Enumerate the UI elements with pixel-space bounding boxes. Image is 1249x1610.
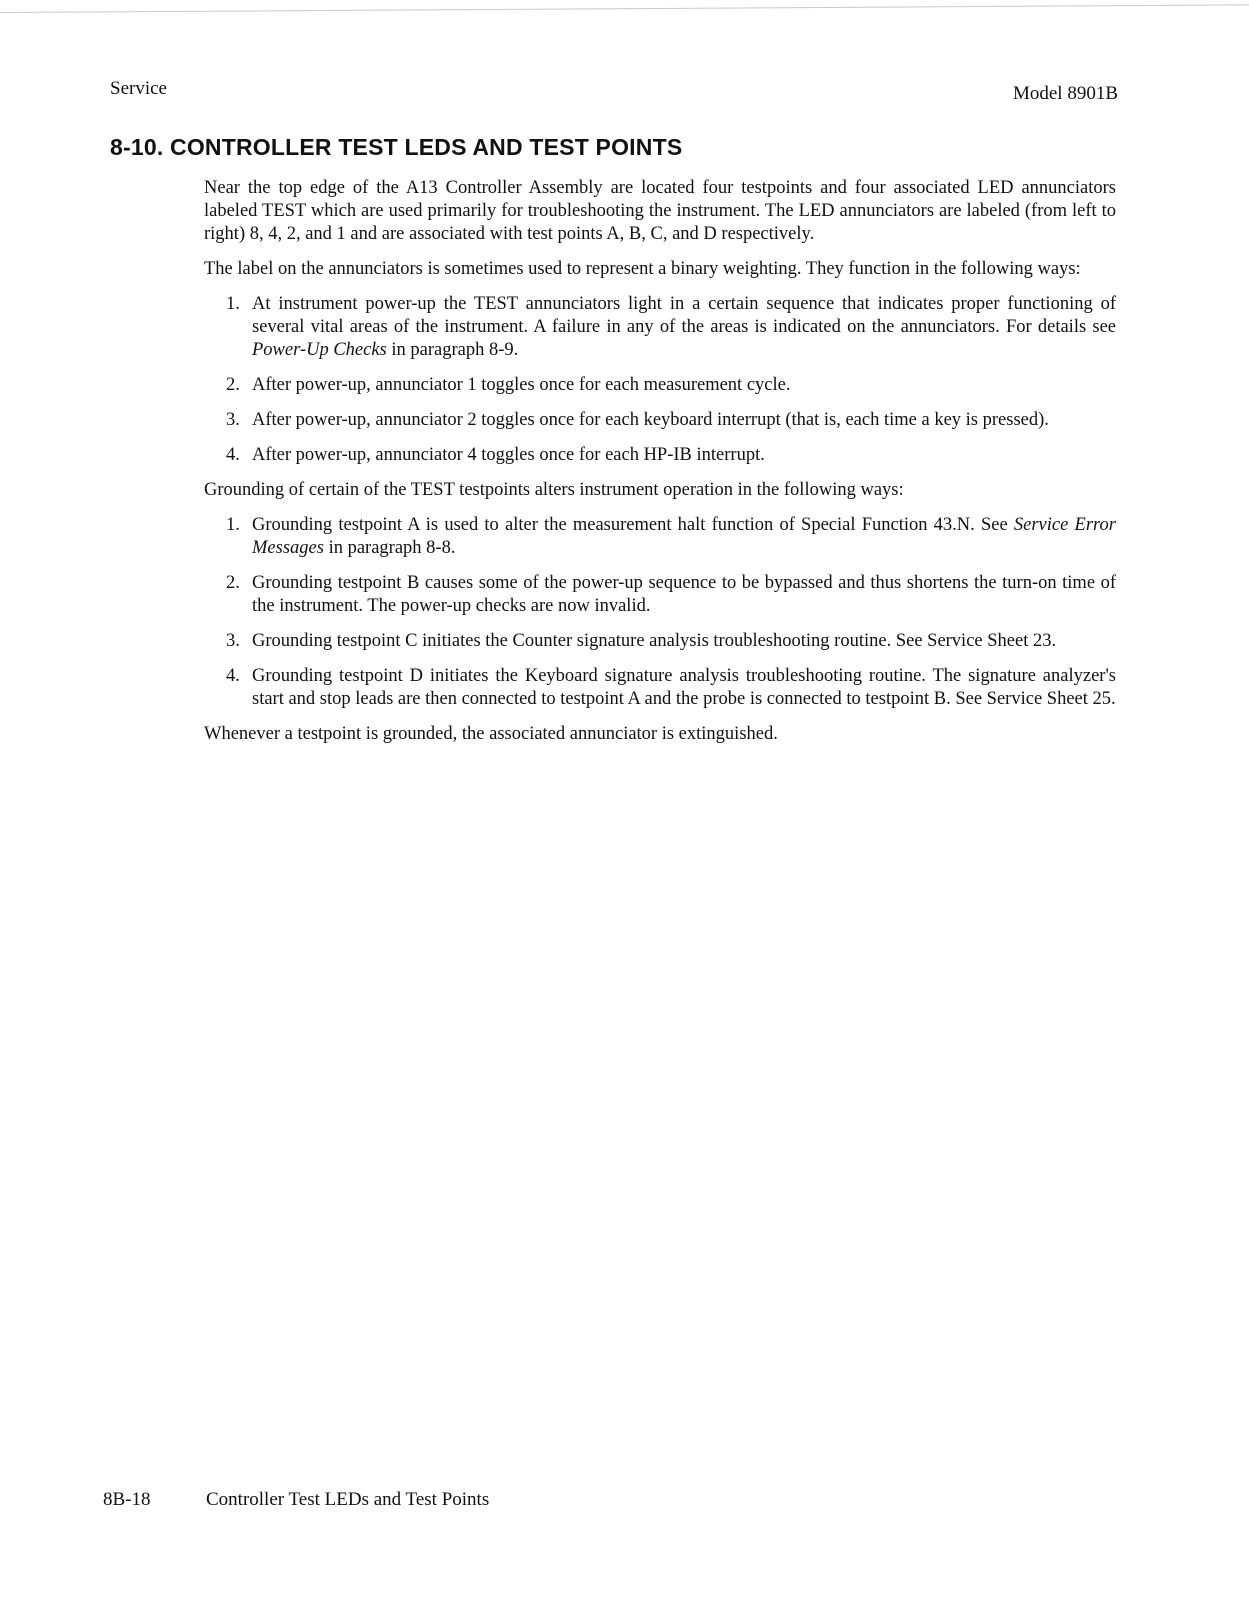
list-item-number: 3.	[226, 410, 240, 430]
list-item-text: in paragraph 8-8.	[323, 538, 456, 558]
list-item	[204, 293, 1116, 362]
list-item-text: Grounding testpoint A is used to alter the measurement halt function of Special Function 43.N. See	[252, 515, 1014, 535]
body-text	[204, 177, 1116, 758]
list-item-reference: Service Error Messages	[252, 515, 1116, 558]
list-item-number: 3.	[226, 631, 240, 651]
list-item	[204, 630, 1116, 653]
list-item-text: After power-up, annunciator 4 toggles once for each HP-IB interrupt.	[252, 445, 765, 465]
list-item-text: Grounding testpoint B causes some of the power-up sequence to be bypassed and thus shortens the turn-on time of the instrument. The power-up checks are now invalid.	[252, 573, 1116, 616]
paragraph-intro: Near the top edge of the A13 Controller Assembly are located four testpoints and four associated LED annunciators labeled TEST which are used primarily for troubleshooting the instrument. The LED annunciators are labeled (from left to right) 8, 4, 2, and 1 and are associated with test points A, B, C, and D respectively.	[204, 178, 1116, 244]
list-item-text: in paragraph 8-9.	[386, 340, 519, 360]
list-item	[204, 409, 1116, 432]
paragraph-grounding: Grounding of certain of the TEST testpoints alters instrument operation in the following ways:	[204, 480, 904, 500]
grounding-effects-list	[204, 514, 1116, 711]
list-item-reference: Power-Up Checks	[252, 340, 387, 360]
annunciator-function-list	[204, 293, 1116, 467]
running-head-left: Service	[110, 78, 167, 99]
list-item-number: 1.	[226, 294, 240, 314]
list-item-text: After power-up, annunciator 2 toggles once for each keyboard interrupt (that is, each time a key is pressed).	[252, 410, 1049, 430]
list-item-text: After power-up, annunciator 1 toggles once for each measurement cycle.	[252, 375, 791, 395]
list-item	[204, 572, 1116, 618]
paragraph-binary-weighting: The label on the annunciators is sometimes used to represent a binary weighting. They function in the following ways:	[204, 259, 1081, 279]
list-item-number: 4.	[226, 666, 240, 686]
footer-page-number: 8B-18	[103, 1489, 151, 1510]
list-item-number: 1.	[226, 515, 240, 535]
list-item	[204, 374, 1116, 397]
list-item-number: 2.	[226, 573, 240, 593]
section-heading: 8-10. CONTROLLER TEST LEDS AND TEST POINTS	[110, 134, 683, 160]
list-item-text: Grounding testpoint D initiates the Keyboard signature analysis troubleshooting routine. The signature analyzer's start and stop leads are then connected to testpoint A and the probe is connected to testpoint B. See Service Sheet 25.	[252, 666, 1116, 709]
top-rule	[0, 4, 1249, 13]
list-item-text: Grounding testpoint C initiates the Counter signature analysis troubleshooting routine. See Service Sheet 23.	[252, 631, 1057, 651]
list-item-number: 2.	[226, 375, 240, 395]
running-head-right: Model 8901B	[1012, 83, 1118, 104]
list-item	[204, 444, 1116, 467]
list-item	[204, 665, 1116, 711]
paragraph-closing: Whenever a testpoint is grounded, the associated annunciator is extinguished.	[204, 724, 778, 744]
list-item	[204, 514, 1116, 560]
footer-title: Controller Test LEDs and Test Points	[206, 1489, 490, 1510]
list-item-number: 4.	[226, 445, 240, 465]
list-item-text: At instrument power-up the TEST annunciators light in a certain sequence that indicates proper functioning of several vital areas of the instrument. A failure in any of the areas is indicated on the annunciators. For details see	[252, 294, 1116, 337]
